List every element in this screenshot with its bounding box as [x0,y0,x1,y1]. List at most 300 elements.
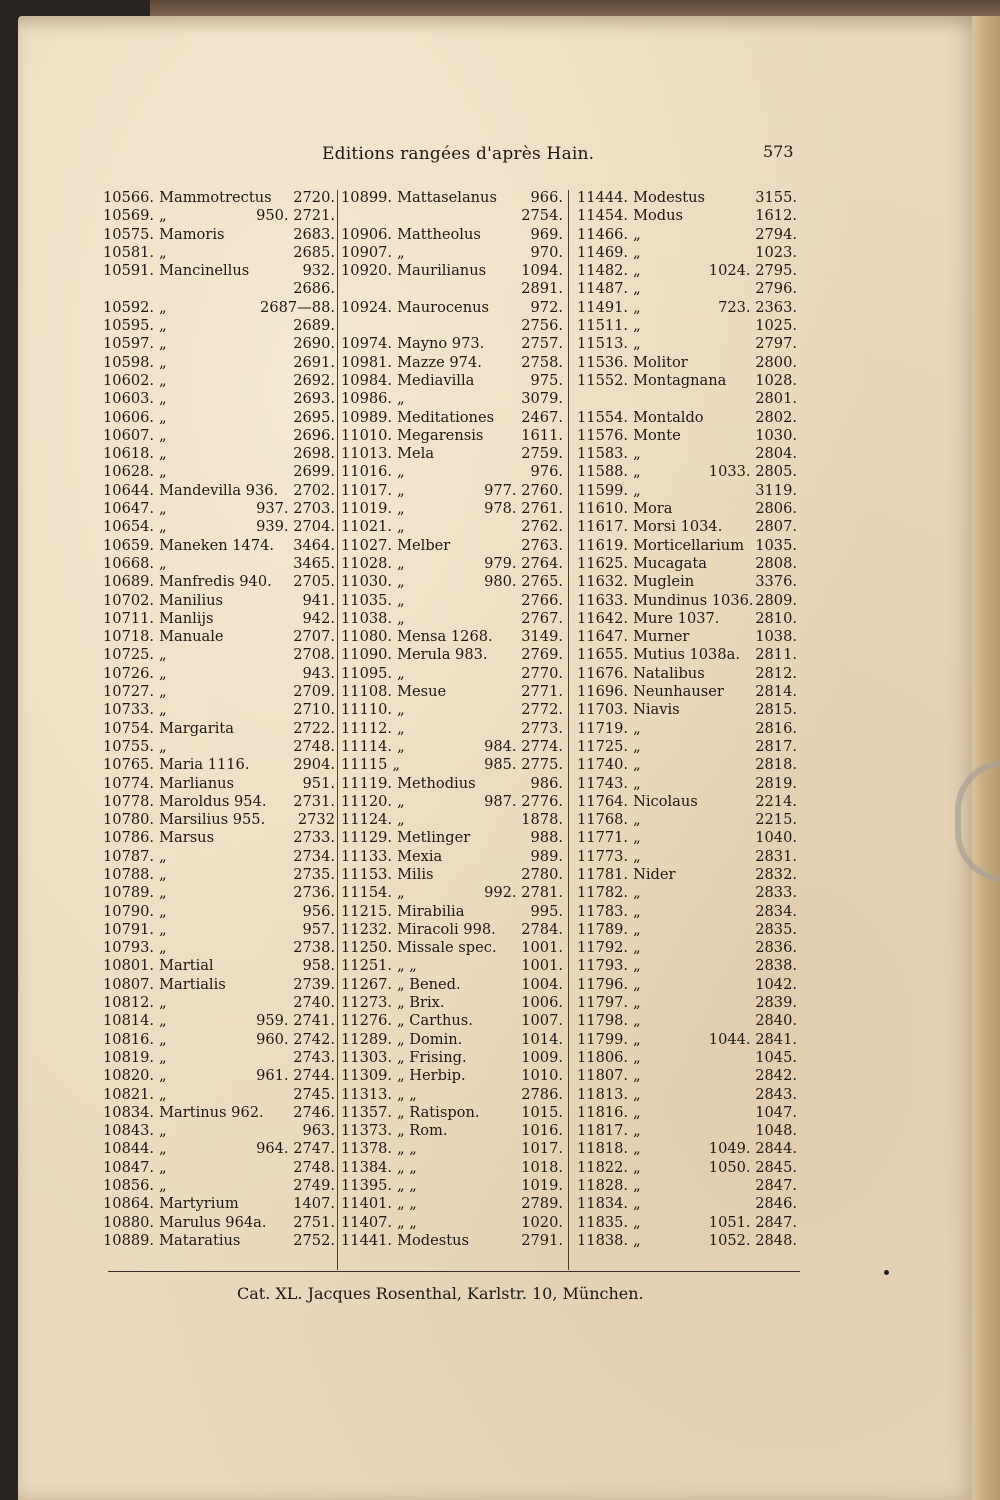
entry-name: „ [397,463,405,481]
catalog-refs: 1045. [755,1048,797,1066]
index-entry [341,701,563,719]
index-entry [577,482,797,500]
index-entry [577,1031,797,1049]
entry-name: „ Brix. [397,994,445,1012]
index-entry [103,829,335,847]
entry-name: „ [397,664,405,682]
hain-number: 10924. [341,298,393,316]
index-entry [103,1122,335,1140]
catalog-refs: 2769. [521,646,563,664]
hain-number: 11273. [341,994,393,1012]
index-entry [341,1177,563,1195]
hain-number: 11647. [577,628,629,646]
index-entry [341,1012,563,1030]
catalog-refs: 2817. [755,737,797,755]
catalog-refs: 1010. [521,1067,563,1085]
hain-number: 11108. [341,683,393,701]
index-entry [577,1214,797,1232]
entry-name: „ [633,1030,641,1048]
catalog-refs: 3079. [521,390,563,408]
catalog-refs: 2800. [755,353,797,371]
hain-number: 11154. [341,884,393,902]
entry-name: Niavis [633,701,680,719]
hain-number: 10606. [103,408,155,426]
index-entry [103,207,335,225]
catalog-refs: 970. [530,243,563,261]
index-entry [341,1104,563,1122]
hain-number: 11610. [577,500,629,518]
catalog-refs: 2809. [755,591,797,609]
hain-number: 10644. [103,481,155,499]
index-entry [341,1214,563,1232]
hain-number: 11309. [341,1067,393,1085]
index-entry [103,866,335,884]
catalog-refs: 1025. [755,317,797,335]
index-entry [577,1177,797,1195]
index-entry [577,427,797,445]
catalog-refs: 961. 2744. [256,1067,335,1085]
hain-number: 11511. [577,317,629,335]
index-entry [341,720,563,738]
hain-number: 11764. [577,792,629,810]
entry-name: Mesue [397,683,447,701]
index-entry [103,244,335,262]
entry-name: Martyrium [159,1195,239,1213]
entry-name: Mundinus 1036. [633,591,754,609]
index-entry [103,463,335,481]
entry-name: Mirabilia [397,902,465,920]
hain-number: 11444. [577,189,629,206]
entry-name: „ [159,902,167,920]
hain-number: 10834. [103,1103,155,1121]
hain-number: 10733. [103,701,155,719]
hain-number: 11115 [341,756,388,774]
catalog-refs: 3376. [755,573,797,591]
catalog-refs: 1007. [521,1012,563,1030]
entry-name: „ „ [397,1085,417,1103]
index-entry [341,354,563,372]
catalog-refs: 2740. [293,994,335,1012]
entry-name: „ [397,243,405,261]
index-entry [341,848,563,866]
catalog-refs: 2812. [755,664,797,682]
hain-number: 10801. [103,957,155,975]
hain-number: 11838. [577,1231,629,1249]
entry-name: Mela [397,445,435,463]
catalog-refs: 2705. [293,573,335,591]
index-entry [341,1232,563,1250]
index-entry [341,939,563,957]
entry-name: „ [633,1122,641,1140]
index-entry [341,628,563,646]
entry-name: „ [159,664,167,682]
index-entry [577,1012,797,1030]
hain-number: 10774. [103,774,155,792]
hain-number: 11491. [577,298,629,316]
entry-name: „ [633,756,641,774]
entry-name: „ [633,957,641,975]
hain-number: 10814. [103,1012,155,1030]
entry-name: „ [159,646,167,664]
entry-name: „ [159,920,167,938]
index-entry [577,500,797,518]
index-entry [341,811,563,829]
index-entry [577,957,797,975]
catalog-refs: 2699. [293,463,335,481]
entry-name: „ [633,298,641,316]
index-entry [577,884,797,902]
entry-name: Mazze 974. [397,353,482,371]
index-entry [341,482,563,500]
entry-name: „ [633,1231,641,1249]
index-entry [577,848,797,866]
entry-name: „ [633,1048,641,1066]
catalog-refs: 1019. [521,1177,563,1195]
catalog-refs: 2804. [755,445,797,463]
index-entry [341,1140,563,1158]
catalog-refs: 2814. [755,683,797,701]
hain-number: 11112. [341,719,393,737]
index-entry [341,555,563,573]
hain-number: 10788. [103,865,155,883]
index-entry [341,646,563,664]
entry-name: Maroldus 954. [159,792,267,810]
catalog-refs: 963. [302,1122,335,1140]
catalog-refs: 2467. [521,408,563,426]
entry-name: „ [159,1030,167,1048]
hain-number: 11632. [577,573,629,591]
entry-name: Mensa 1268. [397,628,493,646]
index-entry [577,262,797,280]
index-entry [341,573,563,591]
index-entry [577,1232,797,1250]
index-column-1 [103,189,335,1250]
entry-name: „ [633,262,641,280]
hain-number: 10726. [103,664,155,682]
hain-number: 11303. [341,1048,393,1066]
entry-name: „ [633,445,641,463]
index-entry [577,683,797,701]
hain-number: 11090. [341,646,393,664]
entry-name: Martialis [159,975,226,993]
hain-number: 11642. [577,609,629,627]
catalog-refs: 1052. 2848. [708,1231,797,1249]
index-entry [341,793,563,811]
index-entry [103,756,335,774]
index-entry [103,409,335,427]
hain-number: 11797. [577,994,629,1012]
index-entry [341,683,563,701]
index-entry [341,903,563,921]
hain-number: 11807. [577,1067,629,1085]
index-entry [341,299,563,317]
entry-name: „ [159,554,167,572]
index-entry [341,427,563,445]
entry-name: „ Domin. [397,1030,463,1048]
entry-name: Modus [633,207,684,225]
entry-name: Mure 1037. [633,609,720,627]
catalog-refs: 2754. [521,207,563,225]
catalog-refs: 1047. [755,1103,797,1121]
entry-name: Marsilius 955. [159,811,266,829]
catalog-refs: 2733. [293,829,335,847]
index-column-2 [341,189,563,1250]
entry-name: „ „ [397,1177,417,1195]
index-entry [103,665,335,683]
catalog-refs: 3149. [521,628,563,646]
hain-number: 11552. [577,371,629,389]
hain-number: 11487. [577,280,629,298]
catalog-refs: 964. 2747. [256,1140,335,1158]
catalog-refs: 976. [530,463,563,481]
index-entry [577,921,797,939]
entry-name: „ [633,280,641,298]
catalog-refs: 2763. [521,536,563,554]
entry-name: „ [159,500,167,518]
entry-name: „ [159,1012,167,1030]
catalog-refs: 2709. [293,683,335,701]
index-entry [341,866,563,884]
catalog-refs: 2707. [293,628,335,646]
hain-number: 10566. [103,189,155,206]
entry-name: Morsi 1034. [633,518,723,536]
index-entry [577,646,797,664]
hain-number: 11027. [341,536,393,554]
catalog-refs: 1009. [521,1048,563,1066]
index-entry [341,976,563,994]
entry-name: „ [633,1012,641,1030]
hain-number: 11789. [577,920,629,938]
index-entry [577,537,797,555]
entry-name: Marlianus [159,774,235,792]
hain-number: 11696. [577,683,629,701]
entry-name: Muglein [633,573,695,591]
index-entry [103,317,335,335]
catalog-refs: 1040. [755,829,797,847]
entry-name: „ [159,701,167,719]
entry-name: „ [633,1140,641,1158]
hain-number: 10754. [103,719,155,737]
entry-name: Nider [633,865,676,883]
index-entry [341,1067,563,1085]
entry-name: „ [633,829,641,847]
index-entry [103,500,335,518]
catalog-refs: 2843. [755,1085,797,1103]
catalog-refs: 2847. [755,1177,797,1195]
hain-number: 11822. [577,1158,629,1176]
hain-number: 10607. [103,426,155,444]
hain-number: 11013. [341,445,393,463]
hain-number: 11554. [577,408,629,426]
hain-number: 10847. [103,1158,155,1176]
catalog-refs: 992. 2781. [484,884,563,902]
entry-name: „ [159,994,167,1012]
catalog-refs: 2758. [521,353,563,371]
entry-name: „ [633,1085,641,1103]
catalog-refs: 1028. [755,371,797,389]
catalog-refs: 2686. [293,280,335,298]
catalog-refs: 3464. [293,536,335,554]
index-entry [577,555,797,573]
index-entry [103,1140,335,1158]
index-entry [103,226,335,244]
hain-number: 11633. [577,591,629,609]
hain-number: 10807. [103,975,155,993]
index-entry [341,829,563,847]
catalog-refs: 2685. [293,243,335,261]
hain-number: 10790. [103,902,155,920]
catalog-refs: 978. 2761. [484,500,563,518]
index-entry [577,1067,797,1085]
catalog-refs: 2751. [293,1213,335,1231]
catalog-refs: 2762. [521,518,563,536]
entry-name: „ [159,1048,167,1066]
entry-name: Modestus [397,1231,470,1249]
hain-number: 11153. [341,865,393,883]
catalog-refs: 975. [530,371,563,389]
hain-number: 11378. [341,1140,393,1158]
hain-number: 10668. [103,554,155,572]
index-entry [103,939,335,957]
hain-number: 11250. [341,939,393,957]
hain-number: 11030. [341,573,393,591]
catalog-refs: 2811. [755,646,797,664]
index-entry [577,610,797,628]
entry-name: „ [397,609,405,627]
entry-name: „ [159,1177,167,1195]
catalog-refs: 2784. [521,920,563,938]
hain-number: 11267. [341,975,393,993]
index-entry [103,280,335,298]
footer-rule [108,1271,800,1272]
hain-number: 10974. [341,335,393,353]
index-entry [103,884,335,902]
index-entry [341,592,563,610]
hain-number: 10880. [103,1213,155,1231]
entry-name: „ [633,1067,641,1085]
catalog-refs: 2749. [293,1177,335,1195]
entry-name: „ [397,701,405,719]
entry-name: „ [633,719,641,737]
hain-number: 11806. [577,1048,629,1066]
entry-name: „ [633,1213,641,1231]
index-entry [103,720,335,738]
catalog-refs: 2789. [521,1195,563,1213]
catalog-refs: 1611. [521,426,563,444]
hain-number: 11407. [341,1213,393,1231]
entry-name: „ Frising. [397,1048,467,1066]
footer-imprint: Cat. XL. Jacques Rosenthal, Karlstr. 10, München. [237,1284,644,1303]
entry-name: Mexia [397,847,443,865]
catalog-refs: 958. [302,957,335,975]
entry-name: „ [633,243,641,261]
entry-name: Martial [159,957,214,975]
hain-number: 10597. [103,335,155,353]
index-entry [341,500,563,518]
index-entry [577,701,797,719]
catalog-refs: 2770. [521,664,563,682]
catalog-refs: 2834. [755,902,797,920]
index-entry [577,1122,797,1140]
index-entry [103,994,335,1012]
entry-name: „ [633,225,641,243]
hain-number: 10989. [341,408,393,426]
hain-number: 10820. [103,1067,155,1085]
catalog-refs: 2839. [755,994,797,1012]
catalog-refs: 1878. [521,811,563,829]
hain-number: 11441. [341,1231,393,1249]
entry-name: Manuale [159,628,224,646]
catalog-refs: 951. [302,774,335,792]
entry-name: Molitor [633,353,688,371]
index-entry [103,299,335,317]
catalog-refs: 2771. [521,683,563,701]
hain-number: 11719. [577,719,629,737]
index-entry [341,1159,563,1177]
hain-number: 10791. [103,920,155,938]
hain-number: 10819. [103,1048,155,1066]
index-entry [341,189,563,207]
catalog-refs: 2215. [755,811,797,829]
hain-number: 10603. [103,390,155,408]
index-entry [577,372,797,390]
catalog-refs: 2708. [293,646,335,664]
catalog-refs: 2840. [755,1012,797,1030]
entry-name: Nicolaus [633,792,698,810]
hain-number: 10981. [341,353,393,371]
entry-name: Melber [397,536,451,554]
index-entry [577,335,797,353]
index-entry [103,1195,335,1213]
index-entry [103,1031,335,1049]
catalog-refs: 2846. [755,1195,797,1213]
catalog-refs: 2756. [521,317,563,335]
index-entry [103,189,335,207]
index-entry [341,537,563,555]
entry-name: „ [397,573,405,591]
index-entry [103,646,335,664]
index-entry [103,775,335,793]
hain-number: 11080. [341,628,393,646]
catalog-refs: 2720. [293,189,335,206]
hain-number: 11454. [577,207,629,225]
entry-name: „ „ [397,957,417,975]
catalog-refs: 2689. [293,317,335,335]
catalog-refs: 995. [530,902,563,920]
entry-name: „ [159,939,167,957]
index-entry [103,1104,335,1122]
entry-name: Manfredis 940. [159,573,272,591]
index-entry [341,518,563,536]
index-entry [577,665,797,683]
entry-name: Mediavilla [397,371,475,389]
entry-name: „ [633,920,641,938]
entry-name: „ [633,317,641,335]
catalog-refs: 984. 2774. [484,737,563,755]
hain-number: 11215. [341,902,393,920]
hain-number: 10787. [103,847,155,865]
index-entry [341,226,563,244]
catalog-refs: 1020. [521,1213,563,1231]
index-entry [341,1195,563,1213]
entry-name: „ [633,939,641,957]
entry-name: Maneken 1474. [159,536,275,554]
entry-name: Marsus [159,829,215,847]
entry-name: „ [397,500,405,518]
hain-number: 11276. [341,1012,393,1030]
index-entry [577,226,797,244]
entry-name: Mayno 973. [397,335,485,353]
